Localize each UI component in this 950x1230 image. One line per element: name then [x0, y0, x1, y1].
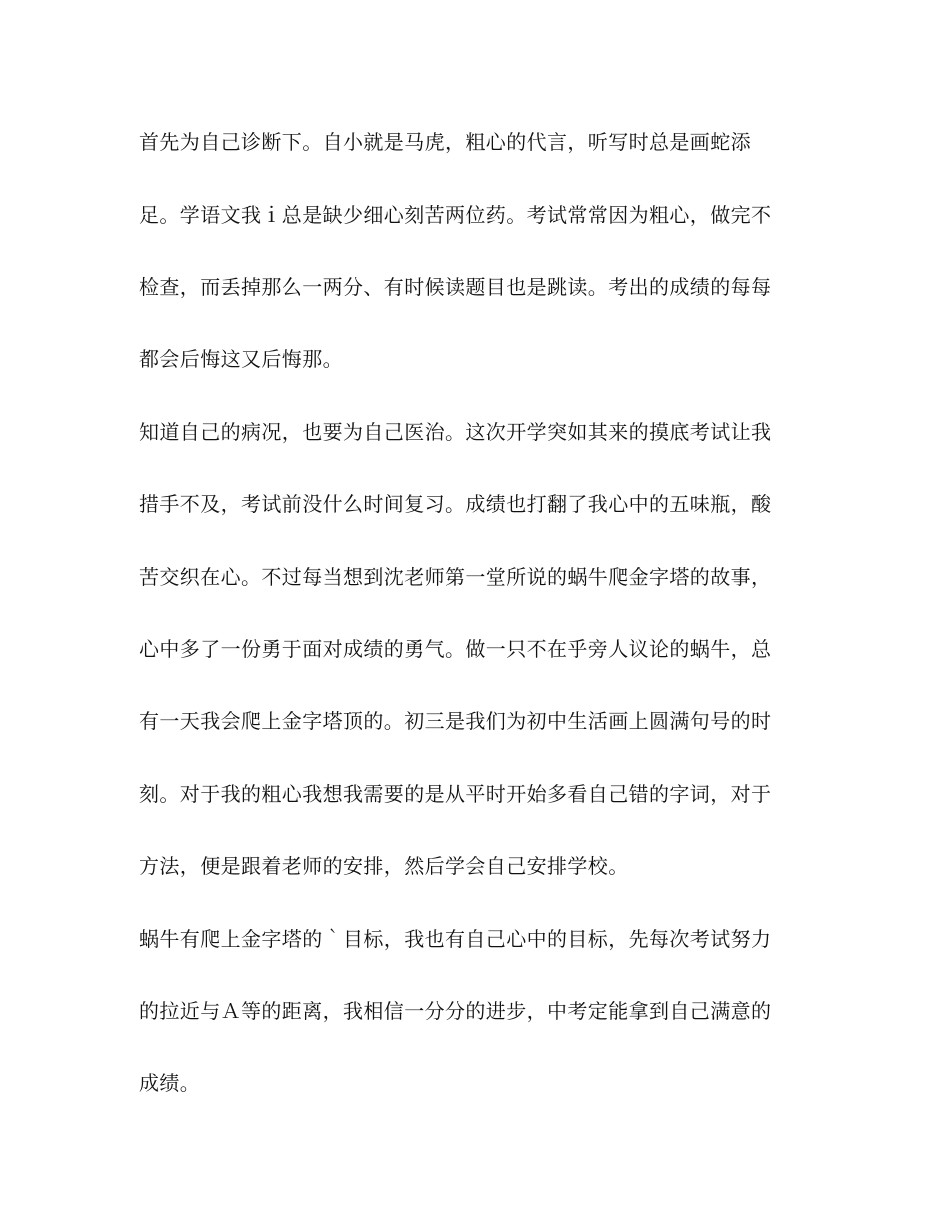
text-line: 足。学语文我ｉ总是缺少细心刻苦两位药。考试常常因为粗心，做完不	[139, 203, 772, 227]
text-line: 方法，便是跟着老师的安排，然后学会自己安排学校。	[139, 854, 629, 878]
text-line: 苦交织在心。不过每当想到沈老师第一堂所说的蜗牛爬金字塔的故事，	[139, 565, 772, 589]
text-line: 刻。对于我的粗心我想我需要的是从平时开始多看自己错的字词，对于	[139, 782, 772, 806]
text-line: 检查，而丢掉那么一两分、有时候读题目也是跳读。考出的成绩的每每	[139, 275, 772, 299]
text-line: 措手不及，考试前没什么时间复习。成绩也打翻了我心中的五味瓶，酸	[139, 492, 772, 516]
text-line: 有一天我会爬上金字塔顶的。初三是我们为初中生活画上圆满句号的时	[139, 709, 772, 733]
text-line: 的拉近与Ａ等的距离，我相信一分分的进步，中考定能拿到自己满意的	[139, 999, 772, 1023]
text-line: 心中多了一份勇于面对成绩的勇气。做一只不在乎旁人议论的蜗牛，总	[139, 637, 772, 661]
text-line: 都会后悔这又后悔那。	[139, 347, 343, 371]
text-line: 首先为自己诊断下。自小就是马虎，粗心的代言，听写时总是画蛇添	[139, 130, 751, 154]
text-line: 知道自己的病况，也要为自己医治。这次开学突如其来的摸底考试让我	[139, 420, 772, 444]
text-line: 成绩。	[139, 1071, 201, 1095]
text-line: 蜗牛有爬上金字塔的｀目标，我也有自己心中的目标，先每次考试努力	[139, 927, 772, 951]
